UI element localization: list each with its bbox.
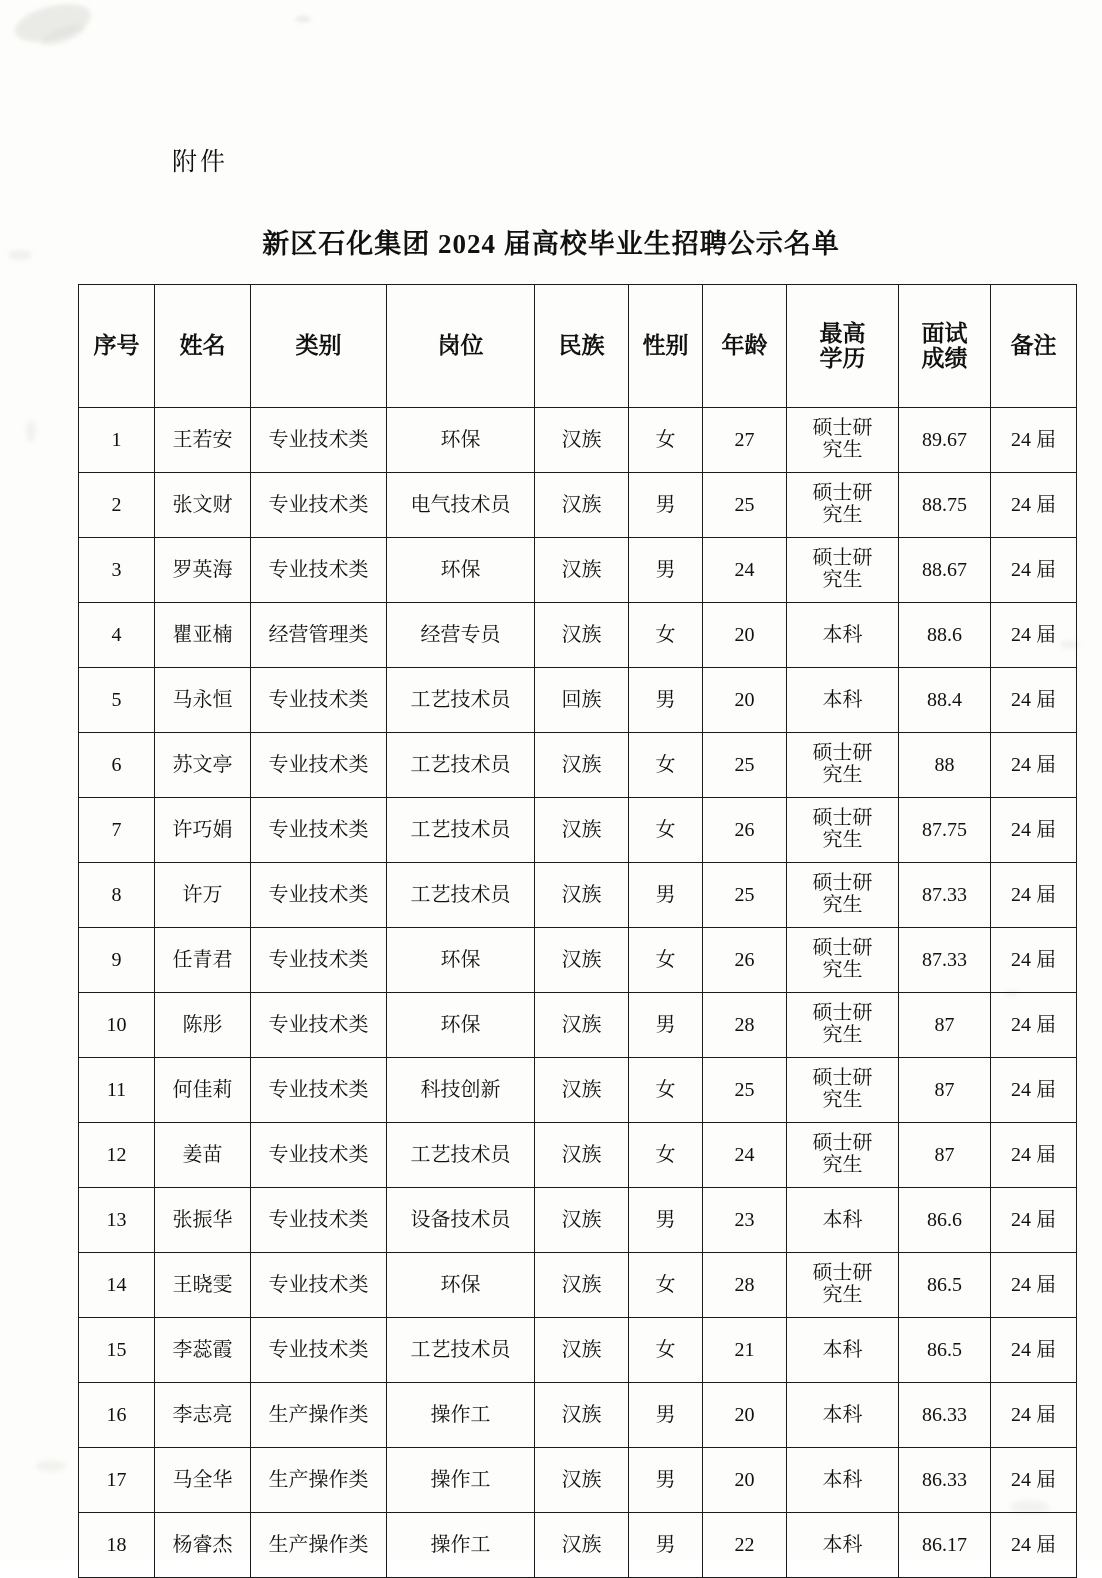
cell-name: 许巧娟 (155, 798, 251, 863)
cell-remark: 24 届 (991, 668, 1077, 733)
cell-ethnicity: 汉族 (535, 1448, 629, 1513)
roster-table-wrapper (78, 284, 1057, 1578)
cell-score: 86.33 (899, 1448, 991, 1513)
cell-category: 经营管理类 (251, 603, 387, 668)
cell-category: 专业技术类 (251, 798, 387, 863)
cell-score: 86.33 (899, 1383, 991, 1448)
cell-gender: 女 (629, 733, 703, 798)
cell-education: 本科 (787, 1188, 899, 1253)
cell-index: 7 (79, 798, 155, 863)
cell-score: 86.5 (899, 1253, 991, 1318)
cell-category: 专业技术类 (251, 733, 387, 798)
cell-ethnicity: 汉族 (535, 473, 629, 538)
attachment-label: 附件 (172, 149, 229, 176)
cell-education-line2: 究生 (822, 1154, 863, 1176)
cell-position: 电气技术员 (387, 473, 535, 538)
cell-remark: 24 届 (991, 993, 1077, 1058)
cell-education: 本科 (787, 603, 899, 668)
cell-ethnicity: 汉族 (535, 538, 629, 603)
cell-category: 专业技术类 (251, 473, 387, 538)
cell-education: 本科 (787, 1383, 899, 1448)
cell-age: 21 (703, 1318, 787, 1383)
cell-category: 专业技术类 (251, 1058, 387, 1123)
cell-age: 25 (703, 733, 787, 798)
cell-name: 姜苗 (155, 1123, 251, 1188)
cell-remark: 24 届 (991, 473, 1077, 538)
table-row (79, 668, 1077, 733)
cell-position: 环保 (387, 538, 535, 603)
cell-remark: 24 届 (991, 863, 1077, 928)
cell-age: 25 (703, 863, 787, 928)
cell-category: 生产操作类 (251, 1383, 387, 1448)
table-row (79, 603, 1077, 668)
cell-position: 工艺技术员 (387, 863, 535, 928)
cell-ethnicity: 汉族 (535, 993, 629, 1058)
cell-index: 16 (79, 1383, 155, 1448)
column-header-education-line1: 最高 (819, 320, 866, 346)
table-row (79, 798, 1077, 863)
cell-age: 23 (703, 1188, 787, 1253)
cell-remark: 24 届 (991, 1318, 1077, 1383)
column-header-remark: 备注 (991, 285, 1077, 408)
cell-education-line2: 究生 (822, 439, 863, 461)
cell-index: 12 (79, 1123, 155, 1188)
cell-education-line1: 硕士研 (812, 872, 873, 895)
cell-name: 马永恒 (155, 668, 251, 733)
cell-gender: 男 (629, 993, 703, 1058)
cell-education-line2: 究生 (822, 569, 863, 591)
column-header-score (899, 285, 991, 408)
cell-score: 86.5 (899, 1318, 991, 1383)
column-header-education (787, 285, 899, 408)
page-title: 新区石化集团 2024 届高校毕业生招聘公示名单 (262, 229, 840, 259)
cell-index: 18 (79, 1513, 155, 1578)
scan-smudge (36, 1460, 66, 1472)
cell-score: 87 (899, 1123, 991, 1188)
column-header-position: 岗位 (387, 285, 535, 408)
cell-score: 89.67 (899, 408, 991, 473)
cell-education (787, 993, 899, 1058)
table-row (79, 1318, 1077, 1383)
cell-education-line1: 硕士研 (812, 807, 873, 830)
cell-remark: 24 届 (991, 603, 1077, 668)
cell-gender: 女 (629, 1253, 703, 1318)
cell-score: 87.33 (899, 928, 991, 993)
cell-position: 工艺技术员 (387, 1123, 535, 1188)
cell-ethnicity: 汉族 (535, 1188, 629, 1253)
cell-category: 专业技术类 (251, 1188, 387, 1253)
cell-education-line1: 硕士研 (812, 742, 873, 765)
table-header-row (79, 285, 1077, 408)
cell-age: 27 (703, 408, 787, 473)
cell-name: 张文财 (155, 473, 251, 538)
cell-age: 20 (703, 1448, 787, 1513)
cell-index: 5 (79, 668, 155, 733)
cell-gender: 男 (629, 863, 703, 928)
cell-ethnicity: 汉族 (535, 863, 629, 928)
cell-education-line2: 究生 (822, 1089, 863, 1111)
cell-remark: 24 届 (991, 1188, 1077, 1253)
cell-index: 3 (79, 538, 155, 603)
cell-score: 88 (899, 733, 991, 798)
table-row (79, 733, 1077, 798)
cell-gender: 男 (629, 668, 703, 733)
cell-education-line2: 究生 (822, 504, 863, 526)
cell-education: 本科 (787, 668, 899, 733)
cell-name: 马全华 (155, 1448, 251, 1513)
cell-score: 87.75 (899, 798, 991, 863)
column-header-score-line1: 面试 (921, 320, 968, 346)
cell-remark: 24 届 (991, 408, 1077, 473)
scan-smudge (26, 420, 36, 442)
cell-gender: 男 (629, 538, 703, 603)
cell-position: 经营专员 (387, 603, 535, 668)
cell-index: 1 (79, 408, 155, 473)
cell-position: 科技创新 (387, 1058, 535, 1123)
cell-ethnicity: 汉族 (535, 1383, 629, 1448)
cell-ethnicity: 汉族 (535, 1513, 629, 1578)
cell-age: 20 (703, 603, 787, 668)
cell-category: 生产操作类 (251, 1513, 387, 1578)
cell-score: 86.17 (899, 1513, 991, 1578)
cell-name: 罗英海 (155, 538, 251, 603)
cell-age: 28 (703, 1253, 787, 1318)
cell-education (787, 1058, 899, 1123)
cell-score: 88.67 (899, 538, 991, 603)
cell-remark: 24 届 (991, 1448, 1077, 1513)
cell-education (787, 473, 899, 538)
cell-score: 87 (899, 1058, 991, 1123)
table-row (79, 863, 1077, 928)
column-header-education-line2: 学历 (819, 346, 866, 371)
table-row (79, 1123, 1077, 1188)
cell-position: 工艺技术员 (387, 733, 535, 798)
cell-name: 陈彤 (155, 993, 251, 1058)
column-header-index: 序号 (79, 285, 155, 408)
cell-education: 本科 (787, 1448, 899, 1513)
column-header-score-line2: 成绩 (921, 346, 968, 371)
cell-ethnicity: 汉族 (535, 733, 629, 798)
cell-ethnicity: 汉族 (535, 603, 629, 668)
cell-education (787, 798, 899, 863)
cell-index: 2 (79, 473, 155, 538)
cell-category: 专业技术类 (251, 993, 387, 1058)
cell-education-line1: 硕士研 (812, 1002, 873, 1025)
cell-ethnicity: 汉族 (535, 1318, 629, 1383)
cell-name: 李蕊霞 (155, 1318, 251, 1383)
cell-gender: 男 (629, 1383, 703, 1448)
cell-gender: 女 (629, 1058, 703, 1123)
column-header-ethnicity: 民族 (535, 285, 629, 408)
cell-category: 专业技术类 (251, 408, 387, 473)
cell-name: 李志亮 (155, 1383, 251, 1448)
cell-score: 88.75 (899, 473, 991, 538)
cell-age: 26 (703, 928, 787, 993)
cell-category: 专业技术类 (251, 1318, 387, 1383)
cell-age: 24 (703, 1123, 787, 1188)
cell-index: 17 (79, 1448, 155, 1513)
cell-score: 86.6 (899, 1188, 991, 1253)
cell-position: 工艺技术员 (387, 798, 535, 863)
cell-gender: 男 (629, 1448, 703, 1513)
cell-age: 20 (703, 668, 787, 733)
column-header-gender: 性别 (629, 285, 703, 408)
cell-remark: 24 届 (991, 798, 1077, 863)
column-header-age: 年龄 (703, 285, 787, 408)
cell-education-line2: 究生 (822, 959, 863, 981)
cell-remark: 24 届 (991, 1383, 1077, 1448)
table-row (79, 538, 1077, 603)
cell-gender: 男 (629, 1513, 703, 1578)
cell-position: 环保 (387, 1253, 535, 1318)
cell-remark: 24 届 (991, 928, 1077, 993)
roster-table-body (79, 408, 1077, 1578)
cell-category: 生产操作类 (251, 1448, 387, 1513)
cell-position: 设备技术员 (387, 1188, 535, 1253)
cell-education: 本科 (787, 1513, 899, 1578)
cell-name: 王若安 (155, 408, 251, 473)
table-row (79, 408, 1077, 473)
cell-age: 24 (703, 538, 787, 603)
cell-gender: 女 (629, 1123, 703, 1188)
cell-position: 操作工 (387, 1383, 535, 1448)
cell-ethnicity: 汉族 (535, 1123, 629, 1188)
cell-education (787, 1253, 899, 1318)
cell-age: 22 (703, 1513, 787, 1578)
cell-education-line2: 究生 (822, 1284, 863, 1306)
cell-education-line2: 究生 (822, 1024, 863, 1046)
cell-name: 苏文亭 (155, 733, 251, 798)
cell-remark: 24 届 (991, 1513, 1077, 1578)
cell-position: 操作工 (387, 1513, 535, 1578)
cell-age: 25 (703, 1058, 787, 1123)
column-header-category: 类别 (251, 285, 387, 408)
cell-gender: 女 (629, 928, 703, 993)
cell-remark: 24 届 (991, 1253, 1077, 1318)
cell-position: 环保 (387, 993, 535, 1058)
cell-gender: 女 (629, 603, 703, 668)
cell-position: 操作工 (387, 1448, 535, 1513)
cell-category: 专业技术类 (251, 1123, 387, 1188)
cell-education: 本科 (787, 1318, 899, 1383)
cell-education-line2: 究生 (822, 829, 863, 851)
cell-gender: 男 (629, 1188, 703, 1253)
cell-position: 工艺技术员 (387, 1318, 535, 1383)
table-row (79, 1383, 1077, 1448)
table-row (79, 1513, 1077, 1578)
cell-age: 28 (703, 993, 787, 1058)
cell-remark: 24 届 (991, 733, 1077, 798)
cell-score: 87.33 (899, 863, 991, 928)
cell-education (787, 863, 899, 928)
cell-ethnicity: 汉族 (535, 408, 629, 473)
cell-education-line1: 硕士研 (812, 1067, 873, 1090)
cell-remark: 24 届 (991, 538, 1077, 603)
cell-score: 88.6 (899, 603, 991, 668)
cell-education (787, 408, 899, 473)
table-row (79, 993, 1077, 1058)
cell-remark: 24 届 (991, 1123, 1077, 1188)
table-row (79, 1058, 1077, 1123)
cell-education (787, 733, 899, 798)
cell-gender: 女 (629, 408, 703, 473)
cell-education-line1: 硕士研 (812, 417, 873, 440)
cell-name: 任青君 (155, 928, 251, 993)
cell-category: 专业技术类 (251, 928, 387, 993)
cell-age: 20 (703, 1383, 787, 1448)
table-row (79, 1253, 1077, 1318)
cell-position: 环保 (387, 928, 535, 993)
cell-index: 15 (79, 1318, 155, 1383)
cell-education (787, 928, 899, 993)
cell-remark: 24 届 (991, 1058, 1077, 1123)
cell-gender: 男 (629, 473, 703, 538)
cell-gender: 女 (629, 1318, 703, 1383)
cell-ethnicity: 汉族 (535, 798, 629, 863)
cell-name: 杨睿杰 (155, 1513, 251, 1578)
cell-category: 专业技术类 (251, 538, 387, 603)
cell-category: 专业技术类 (251, 1253, 387, 1318)
cell-index: 9 (79, 928, 155, 993)
cell-score: 88.4 (899, 668, 991, 733)
table-row (79, 928, 1077, 993)
cell-education-line2: 究生 (822, 764, 863, 786)
cell-index: 8 (79, 863, 155, 928)
cell-index: 14 (79, 1253, 155, 1318)
cell-name: 瞿亚楠 (155, 603, 251, 668)
cell-ethnicity: 汉族 (535, 1253, 629, 1318)
cell-education-line1: 硕士研 (812, 1262, 873, 1285)
cell-education-line1: 硕士研 (812, 482, 873, 505)
table-row (79, 473, 1077, 538)
cell-ethnicity: 汉族 (535, 928, 629, 993)
roster-table (78, 284, 1077, 1578)
cell-position: 环保 (387, 408, 535, 473)
table-row (79, 1188, 1077, 1253)
cell-name: 何佳莉 (155, 1058, 251, 1123)
cell-index: 10 (79, 993, 155, 1058)
cell-name: 张振华 (155, 1188, 251, 1253)
cell-education-line1: 硕士研 (812, 547, 873, 570)
cell-ethnicity: 汉族 (535, 1058, 629, 1123)
cell-name: 许万 (155, 863, 251, 928)
column-header-name: 姓名 (155, 285, 251, 408)
cell-ethnicity: 回族 (535, 668, 629, 733)
cell-position: 工艺技术员 (387, 668, 535, 733)
cell-index: 4 (79, 603, 155, 668)
cell-education (787, 538, 899, 603)
cell-education-line2: 究生 (822, 894, 863, 916)
cell-education (787, 1123, 899, 1188)
cell-category: 专业技术类 (251, 863, 387, 928)
table-row (79, 1448, 1077, 1513)
cell-name: 王晓雯 (155, 1253, 251, 1318)
cell-education-line1: 硕士研 (812, 937, 873, 960)
cell-index: 11 (79, 1058, 155, 1123)
cell-age: 26 (703, 798, 787, 863)
cell-category: 专业技术类 (251, 668, 387, 733)
scan-smudge (295, 16, 311, 22)
cell-index: 6 (79, 733, 155, 798)
cell-index: 13 (79, 1188, 155, 1253)
cell-score: 87 (899, 993, 991, 1058)
cell-education-line1: 硕士研 (812, 1132, 873, 1155)
cell-age: 25 (703, 473, 787, 538)
cell-gender: 女 (629, 798, 703, 863)
